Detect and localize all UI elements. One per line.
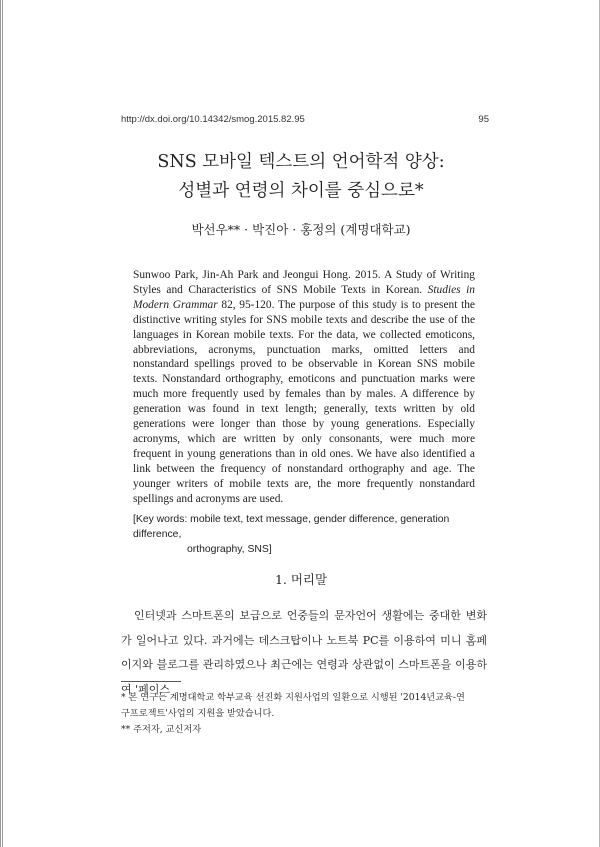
footnote-1-line-2: 구프로젝트'사업의 지원을 받았습니다.: [121, 708, 275, 719]
keywords-line-2: orthography, SNS]: [187, 544, 272, 555]
doi-link[interactable]: http://dx.doi.org/10.14342/smog.2015.82.95: [121, 114, 305, 125]
footnote-2: ** 주저자, 교신저자: [121, 724, 202, 735]
footnote-divider: [121, 681, 181, 682]
footnote-1-line-1: * 본 연구는 계명대학교 학부교육 선진화 지원사업의 일환으로 시행된 '2014년교육-연: [121, 692, 465, 703]
page-number: 95: [478, 114, 489, 125]
body-paragraph: 인터넷과 스마트폰의 보급으로 언중들의 문자언어 생활에는 중대한 변화가 일어나고 있다. 과거에는 데스크탑이나 노트북 PC를 이용하여 미니 홈페이지와 블로그를 관리하였으나 최근에는 연령과 상관없이 스마트폰을 이용하여 '페이스: [121, 609, 487, 696]
section-heading: 1. 머리말: [274, 572, 328, 587]
abstract-citation: Sunwoo Park, Jin-Ah Park and Jeongui Hong. 2015. A Study of Writing Styles and Characteristics of SNS Mobile Texts in Korean.: [133, 269, 475, 296]
journal-name: Studies in Modern Grammar: [133, 283, 475, 311]
author-list: 박선우** · 박진아 · 홍정의 (계명대학교): [191, 222, 411, 237]
abstract-body: 82, 95-120. The purpose of this study is to present the distinctive writing styles for SNS mobile texts and describe the use of the languages in Korean mobile texts. For the data, we collected emoticons, abbreviations, acronyms, punctuation marks, omitted letters and nonstandard spellings proved to be observable in Korean SNS mobile texts. Nonstandard orthography, emoticons and punctuation marks were much more frequently used by females than by males. A difference by generation was found in text length; generally, texts written by old generations were longer than those by young generations. Especially acronyms, which are written by only consonants, were much more frequent in young generations than in old ones. We have also identified a link between the frequency of nonstandard orthography and age. The younger writers of mobile texts are, the more frequently nonstandard spellings and acronyms are used.: [133, 298, 475, 505]
title-line-1: SNS 모바일 텍스트의 언어학적 양상:: [157, 152, 445, 172]
paper-title: [3, 148, 599, 206]
keywords-line-1: [Key words: mobile text, text message, gender difference, generation difference,: [133, 514, 450, 540]
footnotes: [121, 690, 501, 738]
abstract: [133, 268, 475, 507]
running-header: [121, 114, 489, 125]
keywords: [133, 512, 483, 557]
title-line-2: 성별과 연령의 차이를 중심으로*: [178, 181, 424, 201]
